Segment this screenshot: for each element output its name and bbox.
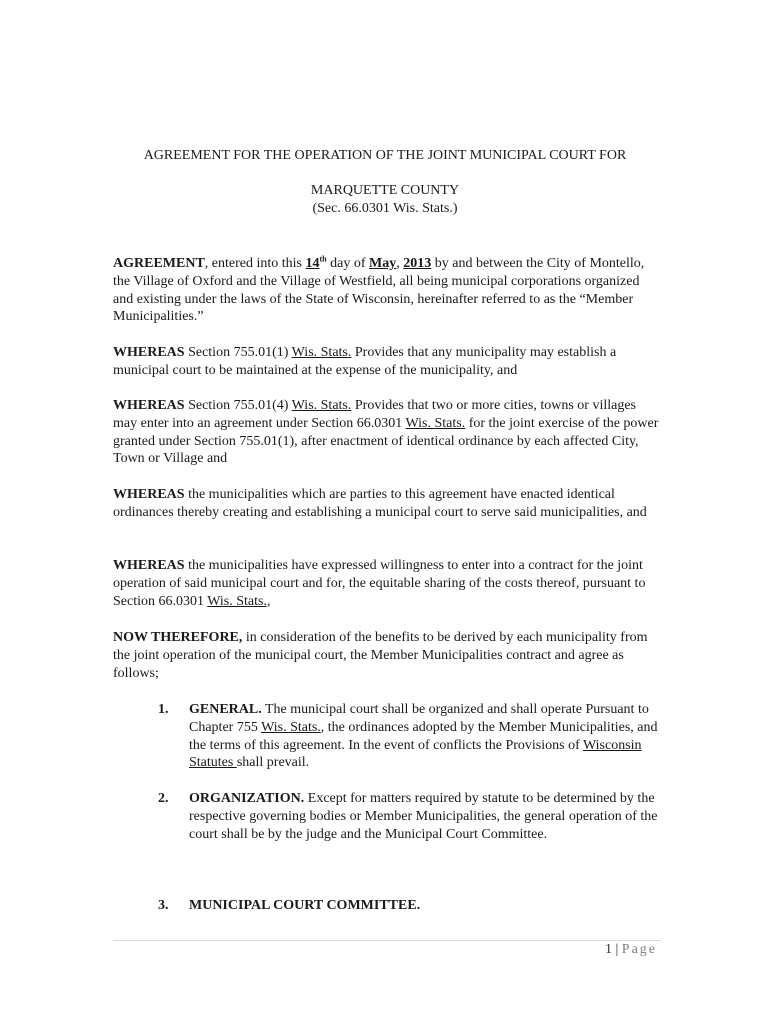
whereas-text: the municipalities which are parties to this agreement have enacted identical ordinances thereby creating and establishing a municipal court to serve said municipalities, and <box>113 487 647 520</box>
now-therefore-lead: NOW THEREFORE, <box>113 630 243 645</box>
section-number: 2. <box>158 791 169 806</box>
agreement-lead: AGREEMENT <box>113 256 205 271</box>
now-therefore-paragraph <box>113 629 661 682</box>
whereas-paragraph-2 <box>113 397 661 468</box>
whereas-text: Provides that any municipality may establish a municipal court to be maintained at the expense of the municipality, and <box>113 345 617 378</box>
document-title: AGREEMENT FOR THE OPERATION OF THE JOINT MUNICIPAL COURT FOR <box>143 148 627 163</box>
statute-reference: Wis. Stats. <box>291 345 352 360</box>
agreement-paragraph <box>113 255 661 326</box>
whereas-text: Section 755.01(4) <box>184 398 292 413</box>
page-label: Page <box>621 942 657 957</box>
section-body <box>189 701 661 772</box>
statute-reference: Wis. Stats. <box>261 719 321 735</box>
statute-reference: Wisconsin Statutes <box>189 737 642 771</box>
footer-divider <box>113 940 661 941</box>
page-number: 1 <box>604 942 612 957</box>
section-number: 3. <box>158 898 169 913</box>
page-footer <box>605 942 657 958</box>
whereas-lead: WHEREAS <box>113 345 185 360</box>
section-heading: MUNICIPAL COURT COMMITTEE. <box>189 898 421 913</box>
statute-reference: Wis. Stats. <box>291 398 352 413</box>
whereas-lead: WHEREAS <box>113 558 185 573</box>
document-subtitle-county: MARQUETTE COUNTY <box>310 183 460 198</box>
section-text: Except for matters required by statute to be determined by the respective governing bodies or Member Municipalities, the general operation of the court shall be by the judge and the Municipal Court Committee. <box>189 791 658 842</box>
now-therefore-text: in consideration of the benefits to be derived by each municipality from the joint operation of the municipal court, the Member Municipalities contract and agree as follows; <box>113 630 648 681</box>
statute-reference: Wis. Stats. <box>405 415 466 431</box>
agreement-month: May <box>369 256 397 271</box>
page-separator: | <box>611 942 622 957</box>
section-number: 1. <box>158 702 169 717</box>
agreement-day-suffix: th <box>319 254 327 264</box>
agreement-day: 14 <box>305 256 320 271</box>
section-text: , the ordinances adopted by the Member Municipalities, and the terms of this agreement. In the event of conflicts the Provisions of <box>189 719 658 753</box>
whereas-text: Provides that two or more cities, towns or villages may enter into an agreement under Section 66.0301 <box>113 398 636 431</box>
whereas-paragraph-3 <box>113 486 661 522</box>
agreement-year: 2013 <box>403 256 432 271</box>
agreement-text: day of <box>326 256 370 271</box>
whereas-lead: WHEREAS <box>113 398 185 413</box>
whereas-text: the municipalities have expressed willingness to enter into a contract for the joint operation of said municipal court and for, the equitable sharing of the costs thereof, pursuant to Section 66.0301 <box>113 558 646 609</box>
statute-reference: Wis. Stats., <box>207 593 271 609</box>
agreement-text: , entered into this <box>204 256 306 271</box>
section-heading: GENERAL. <box>189 702 262 717</box>
whereas-lead: WHEREAS <box>113 487 185 502</box>
whereas-paragraph-4 <box>113 557 661 610</box>
section-body <box>189 790 661 843</box>
document-subtitle-statute: (Sec. 66.0301 Wis. Stats.) <box>312 201 458 216</box>
section-body <box>189 897 661 915</box>
whereas-text: Section 755.01(1) <box>184 345 292 360</box>
whereas-paragraph-1 <box>113 344 661 380</box>
section-text: The municipal court shall be organized and shall operate Pursuant to Chapter 755 <box>189 702 649 735</box>
section-text: shall prevail. <box>236 755 310 771</box>
agreement-text: by and between the City of Montello, the Village of Oxford and the Village of Westfield, all being municipal corporations organized and existing under the laws of the State of Wisconsin, hereinafter referred to as the “Member Municipalities.” <box>113 256 645 325</box>
whereas-text: for the joint exercise of the power granted under Section 755.01(1), after enactment of identical ordinance by each affected City, Town or Village and <box>113 415 659 467</box>
section-heading: ORGANIZATION. <box>189 791 305 806</box>
agreement-text: , <box>396 256 404 271</box>
